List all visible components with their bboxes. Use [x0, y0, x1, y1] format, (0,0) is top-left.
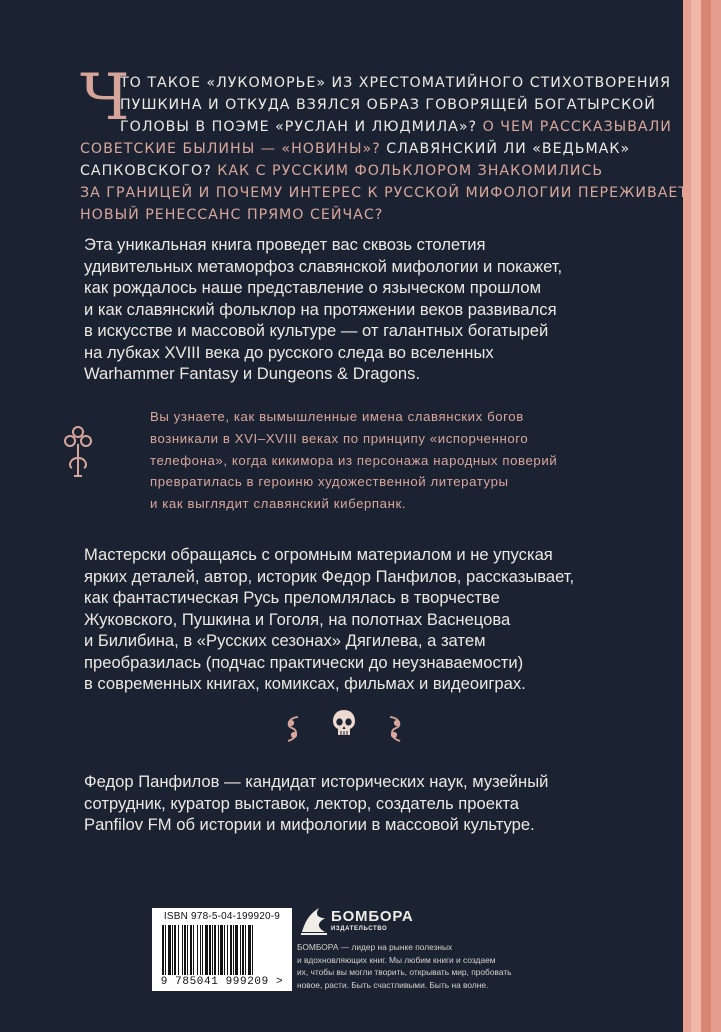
barcode-bar [193, 925, 194, 975]
barcode-bar [233, 925, 234, 975]
barcode-bar [165, 925, 166, 975]
stripe-4 [711, 0, 721, 1032]
barcode-bar [218, 925, 219, 975]
decorative-edge-stripes [683, 0, 721, 1032]
stripe-3 [701, 0, 711, 1032]
intro-segment: ГОЛОВЫ В ПОЭМЕ «РУСЛАН И ЛЮДМИЛА»? [120, 119, 483, 135]
paragraph-line: как рождалось наше представление о языческом прошлом [84, 278, 542, 297]
callout-line: и как выглядит славянский киберпанк. [150, 496, 407, 512]
paragraph-line: Эта уникальная книга проведет вас сквозь столетия [84, 235, 486, 254]
barcode-bar [187, 925, 188, 975]
intro-segment: СЛАВЯНСКИЙ ЛИ «ВЕДЬМАК» [386, 141, 631, 157]
callout-line: возникали в XVI–XVIII веках по принципу «испорченного [150, 430, 529, 446]
intro-segment: КАК С РУССКИМ ФОЛЬКЛОРОМ ЗНАКОМИЛИСЬ [217, 163, 604, 179]
intro-segment: ЗА ГРАНИЦЕЙ И ПОЧЕМУ ИНТЕРЕС К РУССКОЙ МИФОЛОГИИ ПЕРЕЖИВАЕТ [80, 185, 689, 201]
barcode-bar [200, 925, 201, 975]
barcode-bar [202, 925, 203, 975]
intro-segment: ТО ТАКОЕ «ЛУКОМОРЬЕ» ИЗ ХРЕСТОМАТИЙНОГО СТИХОТВОРЕНИЯ [120, 75, 672, 91]
intro-line [80, 160, 660, 182]
floral-swirl-icon-left [282, 714, 304, 744]
paragraph-line: удивительных метаморфоз славянской мифологии и покажет, [84, 256, 563, 276]
bombora-wave-logo [299, 904, 329, 936]
drop-cap: Ч [80, 61, 130, 135]
intro-line [80, 138, 660, 160]
barcode-bar [178, 925, 179, 975]
paragraph-line: ярких деталей, автор, историк Федор Панфилов, рассказывает, [84, 566, 575, 586]
barcode-bar [205, 925, 208, 975]
barcode-bar [248, 925, 251, 975]
barcode-bar [209, 925, 211, 975]
intro-segment: НОВЫЙ РЕНЕССАНС ПРЯМО СЕЙЧАС? [80, 207, 384, 223]
barcode-bar [212, 925, 213, 975]
barcode-bar [235, 925, 238, 975]
intro-line [80, 116, 672, 138]
paragraph-line: и как славянский фольклор на протяжении веков развивался [84, 299, 557, 319]
author-bio-paragraph [84, 771, 644, 836]
barcode-bar [230, 925, 232, 975]
paragraph-line: сотрудник, куратор выставок, лектор, создатель проекта [84, 793, 520, 813]
intro-segment: СОВЕТСКИЕ БЫЛИНЫ — «НОВИНЫ»? [80, 141, 387, 157]
paragraph-line: преобразилась (подчас практически до неузнаваемости) [84, 652, 524, 672]
barcode-bar [224, 925, 225, 975]
paragraph-line: в современных книгах, комиксах, фильмах и видеоиграх. [84, 674, 526, 693]
paragraph-line: Жуковского, Пушкина и Гоголя, на полотнах Васнецова [84, 609, 511, 629]
barcode [152, 908, 292, 991]
publisher-description-line: их, чтобы вы могли творить, открывать мир, пробовать [297, 967, 512, 978]
barcode-bar [245, 925, 246, 975]
intro-lines [80, 72, 689, 226]
floral-swirl-icon-right [384, 714, 406, 744]
stripe-1 [683, 0, 691, 1032]
isbn-number: ISBN 978-5-04-199920-9 [163, 911, 281, 922]
paragraph-line: и Билибина, в «Русских сезонах» Дягилева, а затем [84, 631, 486, 650]
callout-line: превратилась в героиню художественной литературы [150, 474, 509, 490]
paragraph-line: как фантастическая Русь преломлялась в творчестве [84, 588, 500, 607]
publisher-description-line: новое, расти. Быть счастливыми. Быть на волне. [297, 979, 489, 990]
intro-segment: О ЧЕМ РАССКАЗЫВАЛИ [482, 119, 672, 135]
author-story-paragraph [84, 544, 644, 695]
intro-block [80, 61, 689, 226]
paragraph-line: Федор Панфилов — кандидат исторических наук, музейный [84, 772, 549, 791]
paragraph-line: Warhammer Fantasy и Dungeons & Dragons. [84, 364, 421, 383]
description-paragraph [84, 234, 644, 385]
intro-line [80, 182, 689, 204]
intro-line [80, 204, 660, 226]
barcode-bar [242, 925, 244, 975]
barcode-bar [168, 925, 171, 975]
paragraph-line: в искусстве и массовой культуре — от галантных богатырей [84, 321, 549, 340]
paragraph-line: Мастерски обращаясь с огромным материалом и не упуская [84, 545, 553, 564]
intro-segment: ПУШКИНА И ОТКУДА ВЗЯЛСЯ ОБРАЗ ГОВОРЯЩЕЙ БОГАТЫРСКОЙ [120, 97, 656, 113]
intro-segment: САПКОВСКОГО? [80, 163, 218, 179]
barcode-bar [162, 925, 164, 975]
barcode-bar [182, 925, 183, 975]
barcode-bar [220, 925, 223, 975]
skull-icon [331, 708, 357, 740]
barcode-bar [190, 925, 192, 975]
publisher-subtitle: ИЗДАТЕЛЬСТВО [331, 926, 388, 932]
barcode-bars [162, 925, 282, 977]
callout-block [150, 406, 640, 515]
fleur-ornament-icon [64, 424, 92, 482]
barcode-bar [227, 925, 228, 975]
publisher-name: БОМБОРА [331, 908, 414, 925]
barcode-bar [252, 925, 253, 975]
barcode-digits: 9 785041 999209 > [160, 976, 284, 988]
callout-line: Вы узнаете, как вымышленные имена славянских богов [150, 409, 524, 424]
paragraph-line: на лубках XVIII века до русского следа во вселенных [84, 342, 494, 362]
barcode-bar [240, 925, 241, 975]
barcode-bar [174, 925, 176, 975]
publisher-description-line: БОМБОРА — лидер на рынке полезных [297, 942, 453, 952]
barcode-bar [214, 925, 216, 975]
stripe-2 [691, 0, 701, 1032]
callout-line: телефона», когда кикимора из персонажа народных поверий [150, 452, 558, 468]
intro-line [80, 94, 660, 116]
intro-line [80, 72, 672, 94]
barcode-bar [184, 925, 186, 975]
paragraph-line: Panfilov FM об истории и мифологии в массовой культуре. [84, 815, 535, 834]
barcode-bar [172, 925, 173, 975]
publisher-description-line: и вдохновляющих книг. Мы любим книги и создаем [297, 954, 496, 965]
publisher-description [297, 941, 537, 991]
barcode-bar [197, 925, 198, 975]
